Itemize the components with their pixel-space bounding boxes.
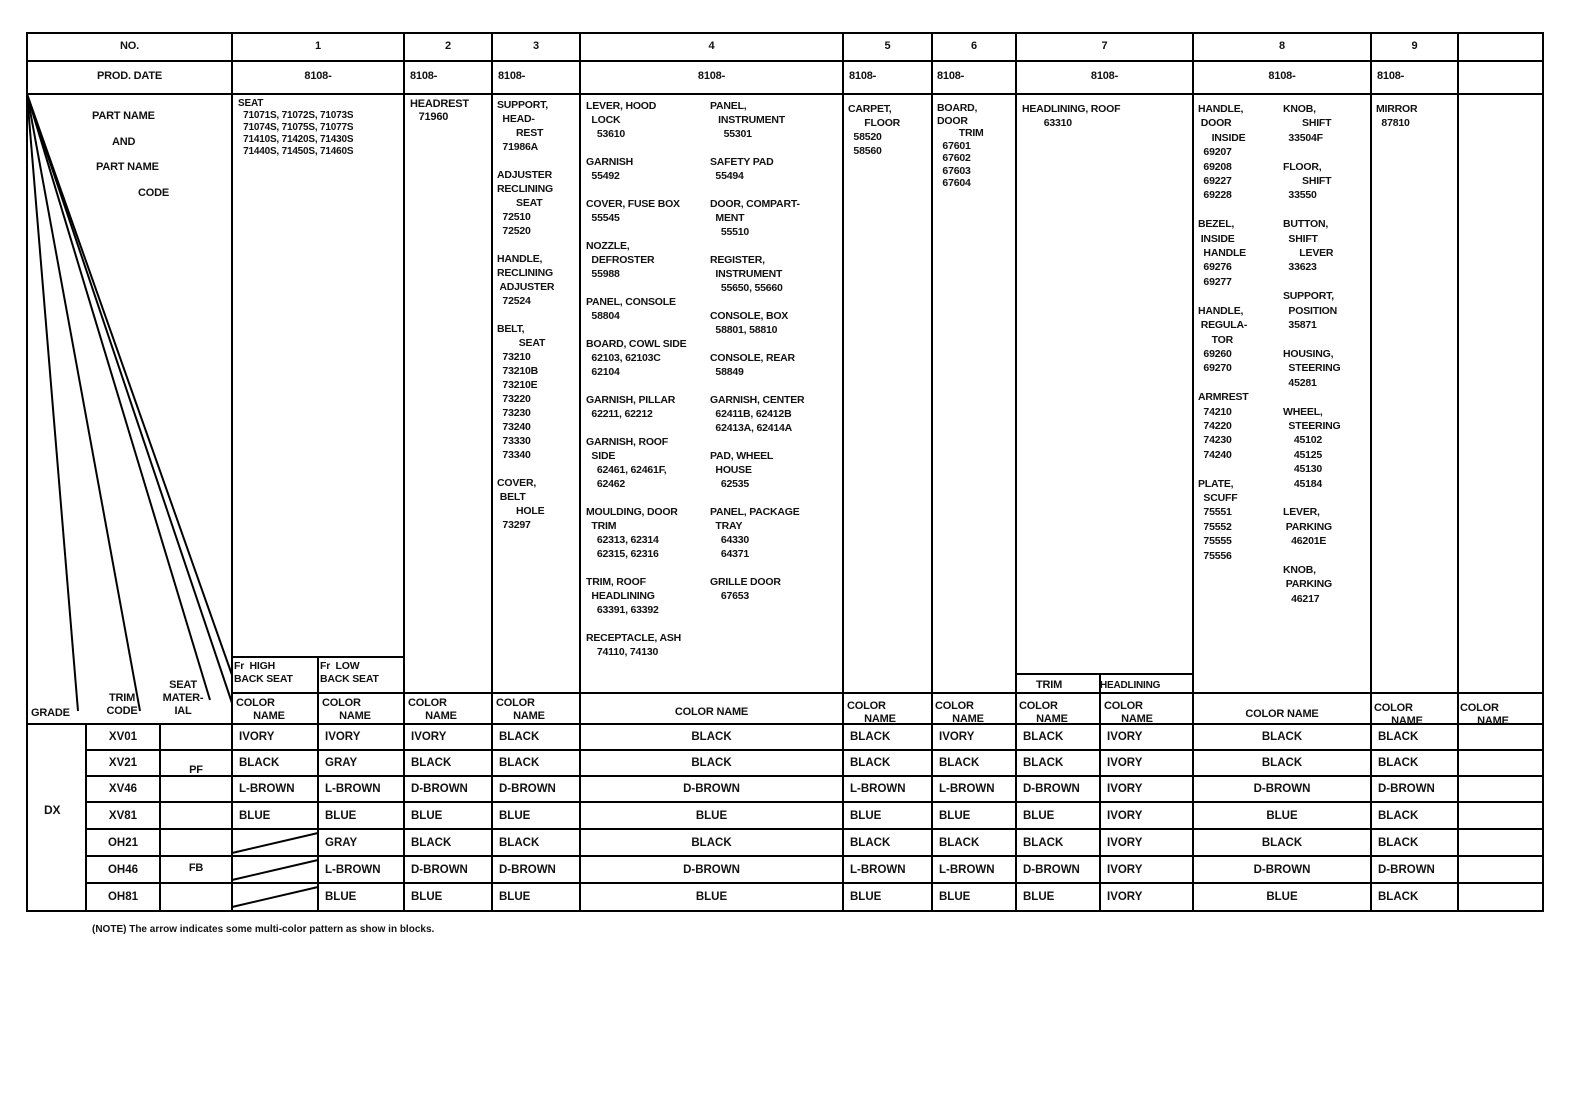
color-cell: BLACK xyxy=(499,757,540,769)
corner-part-name-2: PART NAME xyxy=(96,161,159,173)
prod-date-8: 8108- xyxy=(1268,70,1296,82)
parts-col-1: SEAT 71071S, 71072S, 71073S 71074S, 71075S, 71077S 71410S, 71420S, 71430S 71440S, 71450S, 71460S xyxy=(238,98,354,157)
col-number-2: 2 xyxy=(445,40,451,52)
color-cell: BLACK xyxy=(1261,837,1303,849)
color-cell: L-BROWN xyxy=(939,783,995,795)
color-name-header: COLOR NAME xyxy=(408,697,457,722)
col-number-1: 1 xyxy=(315,40,321,52)
color-cell: BLACK xyxy=(939,757,980,769)
trim-code-cell: OH81 xyxy=(107,891,139,903)
prod-date-9: 8108- xyxy=(1377,70,1405,82)
color-name-header: COLOR NAME xyxy=(1104,700,1153,725)
color-cell: L-BROWN xyxy=(325,783,381,795)
col-number-3: 3 xyxy=(533,40,539,52)
col-number-7: 7 xyxy=(1101,40,1108,52)
color-cell: BLACK xyxy=(850,757,891,769)
color-name-header: COLOR NAME xyxy=(236,697,285,722)
prod-date-1: 8108- xyxy=(304,70,332,82)
color-name-header-wide: COLOR NAME xyxy=(674,706,749,718)
color-cell: BLUE xyxy=(239,810,271,822)
color-cell: D-BROWN xyxy=(683,864,740,876)
color-cell: IVORY xyxy=(1107,810,1143,822)
parts-col-9: MIRROR 87810 xyxy=(1376,103,1418,129)
color-cell: IVORY xyxy=(239,731,275,743)
color-cell: BLACK xyxy=(850,731,891,743)
color-cell: BLACK xyxy=(1378,837,1419,849)
color-cell: BLUE xyxy=(939,891,971,903)
color-name-header: COLOR NAME xyxy=(1019,700,1068,725)
color-cell: D-BROWN xyxy=(411,783,468,795)
color-cell: D-BROWN xyxy=(1023,864,1080,876)
color-cell: L-BROWN xyxy=(939,864,995,876)
prod-date-3: 8108- xyxy=(498,70,526,82)
color-cell: BLACK xyxy=(499,837,540,849)
parts-col-8a: HANDLE, DOOR INSIDE 69207 69208 69227 69228 BEZEL, INSIDE HANDLE 69276 69277 HANDLE, REGULA- TOR 69260 69270 ARMREST 74210 74220 74230 74240 PLATE, SCUFF 75551 75552 75555 75556 xyxy=(1198,103,1249,562)
parts-col-7: HEADLINING, ROOF 63310 xyxy=(1022,103,1121,129)
color-cell: D-BROWN xyxy=(683,783,740,795)
color-cell: BLACK xyxy=(850,837,891,849)
parts-col-5: CARPET, FLOOR 58520 58560 xyxy=(848,103,901,157)
color-cell: BLUE xyxy=(1266,891,1298,903)
color-cell: BLACK xyxy=(939,837,980,849)
prod-date-6: 8108- xyxy=(937,70,965,82)
color-cell: BLACK xyxy=(691,837,732,849)
color-cell: BLUE xyxy=(499,810,531,822)
color-cell: D-BROWN xyxy=(1378,783,1435,795)
color-cell: BLACK xyxy=(1023,731,1064,743)
no-label: NO. xyxy=(120,40,139,52)
color-cell: BLACK xyxy=(1378,731,1419,743)
col-number-5: 5 xyxy=(884,40,891,52)
color-cell: BLACK xyxy=(691,731,732,743)
color-cell: BLACK xyxy=(1023,757,1064,769)
color-cell: D-BROWN xyxy=(1023,783,1080,795)
corner-code: CODE xyxy=(138,187,169,199)
color-cell: D-BROWN xyxy=(411,864,468,876)
color-cell: BLACK xyxy=(1023,837,1064,849)
color-cell: BLUE xyxy=(1023,810,1055,822)
color-cell: BLUE xyxy=(1023,891,1055,903)
trim-subheader: TRIM xyxy=(1036,679,1063,691)
color-cell: IVORY xyxy=(411,731,447,743)
prod-date-label: PROD. DATE xyxy=(96,70,163,82)
color-cell: BLACK xyxy=(691,757,732,769)
color-cell: D-BROWN xyxy=(499,864,556,876)
color-cell: BLACK xyxy=(239,757,280,769)
color-cell: BLUE xyxy=(325,891,357,903)
color-name-header: COLOR NAME xyxy=(322,697,371,722)
corner-and: AND xyxy=(112,136,136,148)
fr-low-back-seat: Fr LOW BACK SEAT xyxy=(320,660,379,685)
trim-code-cell: XV01 xyxy=(108,731,138,743)
color-cell: BLACK xyxy=(411,757,452,769)
color-cell: BLUE xyxy=(850,891,882,903)
color-cell: IVORY xyxy=(1107,757,1143,769)
grade-header: GRADE xyxy=(31,707,70,719)
color-cell: IVORY xyxy=(1107,864,1143,876)
col-number-9: 9 xyxy=(1411,40,1418,52)
parts-col-3: SUPPORT, HEAD- REST 71986A ADJUSTER RECLINING SEAT 72510 72520 HANDLE, RECLINING ADJUSTER 72524 BELT, SEAT 73210 73210B 73210E 73220 73230 73240 73330 73340 COVER, BELT HOLE 73297 xyxy=(497,99,555,531)
color-cell: GRAY xyxy=(325,757,358,769)
color-cell: D-BROWN xyxy=(1378,864,1435,876)
color-cell: L-BROWN xyxy=(850,864,906,876)
parts-col-2: HEADREST 71960 xyxy=(410,98,469,123)
seat-material-value: PF xyxy=(189,764,203,776)
color-cell: BLUE xyxy=(499,891,531,903)
col-number-8: 8 xyxy=(1279,40,1285,52)
headlining-subheader: HEADLINING xyxy=(1100,680,1161,691)
color-cell: D-BROWN xyxy=(1253,864,1311,876)
color-cell: BLACK xyxy=(1378,810,1419,822)
parts-col-8b: KNOB, SHIFT 33504F FLOOR, SHIFT 33550 BUTTON, SHIFT LEVER 33623 SUPPORT, POSITION 35871 HOUSING, STEERING 45281 WHEEL, STEERING 45102 45125 45130 45184 LEVER, PARKING 46201E KNOB, PARKING 46217 xyxy=(1283,103,1341,605)
color-cell: BLUE xyxy=(939,810,971,822)
color-cell: L-BROWN xyxy=(850,783,906,795)
color-cell: L-BROWN xyxy=(239,783,295,795)
grade-value: DX xyxy=(44,803,61,817)
color-cell: GRAY xyxy=(325,837,358,849)
color-cell: BLACK xyxy=(499,731,540,743)
color-cell: IVORY xyxy=(1107,783,1143,795)
color-cell: BLUE xyxy=(1266,810,1298,822)
color-cell: IVORY xyxy=(1107,837,1143,849)
color-cell: BLUE xyxy=(325,810,357,822)
fr-high-back-seat: Fr HIGH BACK SEAT xyxy=(234,660,293,685)
color-name-header: COLOR NAME xyxy=(847,700,896,725)
prod-date-5: 8108- xyxy=(849,70,877,82)
prod-date-4: 8108- xyxy=(697,70,726,82)
trim-code-header: TRIM CODE xyxy=(106,692,138,717)
color-name-header-wide: COLOR NAME xyxy=(1245,708,1319,720)
parts-col-4b: PANEL, INSTRUMENT 55301 SAFETY PAD 55494 DOOR, COMPART- MENT 55510 REGISTER, INSTRUMENT 55650, 55660 CONSOLE, BOX 58801, 58810 CONSOLE, REAR 58849 GARNISH, CENTER 62411B, 62412B 62413A, 62414A PAD, WHEEL HOUSE 62535 PANEL, PACKAGE TRAY 64330 64371 GRILLE DOOR 67653 xyxy=(710,100,805,602)
color-cell: BLACK xyxy=(411,837,452,849)
color-cell: IVORY xyxy=(325,731,361,743)
color-cell: D-BROWN xyxy=(499,783,556,795)
col-number-6: 6 xyxy=(971,40,977,52)
color-cell: BLUE xyxy=(695,810,728,822)
color-cell: BLUE xyxy=(695,891,728,903)
parts-col-4a: LEVER, HOOD LOCK 53610 GARNISH 55492 COVER, FUSE BOX 55545 NOZZLE, DEFROSTER 55988 PANEL, CONSOLE 58804 BOARD, COWL SIDE 62103, 62103C 62104 GARNISH, PILLAR 62211, 62212 GARNISH, ROOF SIDE 62461, 62461F, 62462 MOULDING, DOOR TRIM 62313, 62314 62315, 62316 TRIM, ROOF HEADLINING 63391, 63392 RECEPTACLE, ASH 74110, 74130 xyxy=(586,100,687,658)
corner-part-name: PART NAME xyxy=(92,110,155,122)
color-name-header: COLOR NAME xyxy=(935,700,984,725)
color-cell: BLACK xyxy=(1261,757,1303,769)
trim-code-cell: XV46 xyxy=(108,783,138,795)
color-cell: BLACK xyxy=(1378,757,1419,769)
color-cell: IVORY xyxy=(939,731,975,743)
col-number-4: 4 xyxy=(708,40,715,52)
seat-material-value: FB xyxy=(188,862,204,874)
color-cell: BLUE xyxy=(411,810,443,822)
trim-code-cell: XV21 xyxy=(108,757,138,769)
color-cell: BLUE xyxy=(411,891,443,903)
color-cell: BLACK xyxy=(1261,731,1303,743)
trim-code-cell: XV81 xyxy=(108,810,138,822)
color-cell: IVORY xyxy=(1107,731,1143,743)
prod-date-7: 8108- xyxy=(1090,70,1119,82)
trim-code-cell: OH46 xyxy=(107,864,139,876)
color-cell: BLUE xyxy=(850,810,882,822)
color-cell: D-BROWN xyxy=(1253,783,1311,795)
color-name-header: COLOR NAME xyxy=(496,697,545,722)
footnote: (NOTE) The arrow indicates some multi-color pattern as show in blocks. xyxy=(92,924,435,935)
color-cell: IVORY xyxy=(1107,891,1143,903)
color-name-header: COLOR NAME xyxy=(1374,702,1423,727)
prod-date-2: 8108- xyxy=(410,70,438,82)
color-name-header: COLOR NAME xyxy=(1460,702,1509,727)
trim-code-cell: OH21 xyxy=(107,837,139,849)
parts-col-6: BOARD, DOOR TRIM 67601 67602 67603 67604 xyxy=(937,102,984,189)
color-cell: L-BROWN xyxy=(325,864,381,876)
color-cell: BLACK xyxy=(1378,891,1419,903)
seat-material-header: SEAT MATER- IAL xyxy=(162,679,204,717)
